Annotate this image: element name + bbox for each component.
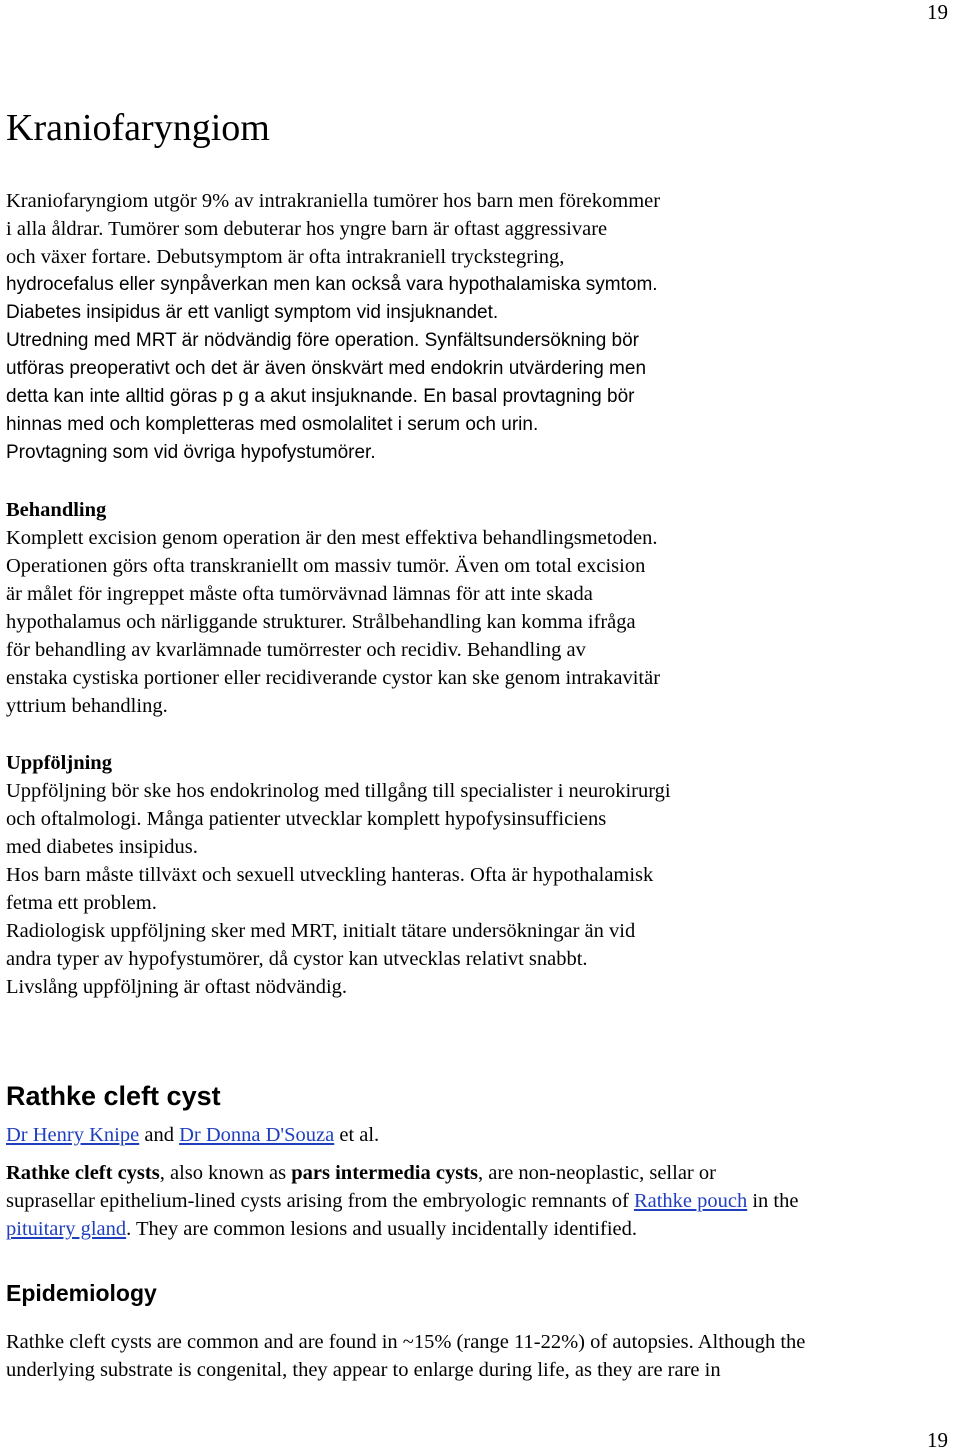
text-line: för behandling av kvarlämnade tumörrester och recidiv. Behandling av xyxy=(6,639,586,661)
text-line: fetma ett problem. xyxy=(6,892,157,914)
text-line: detta kan inte alltid göras p g a akut insjuknande. En basal provtagning bör xyxy=(6,386,635,407)
term-pars-intermedia-cysts: pars intermedia cysts xyxy=(291,1162,479,1184)
text-span: . They are common lesions and usually incidentally identified. xyxy=(126,1218,637,1240)
text-line: hypothalamus och närliggande strukturer. Strålbehandling kan komma ifråga xyxy=(6,611,636,633)
intro-paragraph-continued xyxy=(6,271,658,467)
text-line: Livslång uppföljning är oftast nödvändig. xyxy=(6,976,348,998)
text-line: Radiologisk uppföljning sker med MRT, initialt tätare undersökningar än vid xyxy=(6,920,636,942)
author-line xyxy=(6,1121,379,1149)
rathke-paragraph xyxy=(6,1159,798,1243)
intro-paragraph xyxy=(6,187,660,271)
text-line: är målet för ingreppet måste ofta tumörvävnad lämnas för att inte skada xyxy=(6,583,593,605)
text-line: Rathke cleft cysts are common and are found in ~15% (range 11-22%) of autopsies. Although the xyxy=(6,1331,806,1353)
text-line: utföras preoperativt och det är även önskvärt med endokrin utvärdering men xyxy=(6,358,647,379)
text-line: Utredning med MRT är nödvändig före operation. Synfältsundersökning bör xyxy=(6,330,640,351)
text-line: Hos barn måste tillväxt och sexuell utveckling hanteras. Ofta är hypothalamisk xyxy=(6,864,654,886)
epidemiology-paragraph xyxy=(6,1328,805,1384)
page-title: Kraniofaryngiom xyxy=(6,107,270,149)
epidemiology-heading: Epidemiology xyxy=(6,1280,157,1306)
author-etal: et al. xyxy=(334,1124,380,1146)
behandling-heading: Behandling xyxy=(6,499,107,521)
text-line: med diabetes insipidus. xyxy=(6,836,198,858)
text-line: Uppföljning bör ske hos endokrinolog med tillgång till specialister i neurokirurgi xyxy=(6,780,671,802)
text-line: i alla åldrar. Tumörer som debuterar hos yngre barn är oftast aggressivare xyxy=(6,218,608,240)
text-line: andra typer av hypofystumörer, då cystor kan utvecklas relativt snabbt. xyxy=(6,948,588,970)
text-line: och växer fortare. Debutsymptom är ofta intrakraniell tryckstegring, xyxy=(6,246,565,268)
text-line: enstaka cystiska portioner eller recidiverande cystor kan ske genom intrakavitär xyxy=(6,667,661,689)
text-span: , are non-neoplastic, sellar or xyxy=(478,1162,716,1184)
author-link-henry-knipe[interactable]: Dr Henry Knipe xyxy=(6,1124,140,1146)
term-rathke-cleft-cysts: Rathke cleft cysts xyxy=(6,1162,160,1184)
rathke-pouch-link[interactable]: Rathke pouch xyxy=(633,1190,748,1212)
text-line: hydrocefalus eller synpåverkan men kan också vara hypothalamiska symtom. xyxy=(6,274,658,295)
text-line: Operationen görs ofta transkraniellt om massiv tumör. Även om total excision xyxy=(6,555,646,577)
text-line: underlying substrate is congenital, they appear to enlarge during life, as they are rare in xyxy=(6,1359,721,1381)
pituitary-gland-link[interactable]: pituitary gland xyxy=(6,1218,127,1240)
text-span: in the xyxy=(747,1190,799,1212)
uppfoljning-paragraph xyxy=(6,777,671,1001)
text-line: Komplett excision genom operation är den mest effektiva behandlingsmetoden. xyxy=(6,527,658,549)
text-line: och oftalmologi. Många patienter utvecklar komplett hypofysinsufficiens xyxy=(6,808,607,830)
page-number-bottom: 19 xyxy=(927,1428,948,1452)
uppfoljning-heading: Uppföljning xyxy=(6,752,112,774)
text-line xyxy=(6,1159,798,1187)
text-line: Kraniofaryngiom utgör 9% av intrakraniella tumörer hos barn men förekommer xyxy=(6,190,661,212)
text-line: hinnas med och kompletteras med osmolalitet i serum och urin. xyxy=(6,414,539,435)
text-line xyxy=(6,1187,798,1215)
author-link-donna-dsouza[interactable]: Dr Donna D'Souza xyxy=(179,1124,335,1146)
text-line: Diabetes insipidus är ett vanligt symptom vid insjuknandet. xyxy=(6,302,499,323)
text-span: suprasellar epithelium-lined cysts arising from the embryologic remnants of xyxy=(6,1190,634,1212)
text-span: , also known as xyxy=(159,1162,292,1184)
text-line: Provtagning som vid övriga hypofystumörer. xyxy=(6,442,376,463)
author-separator: and xyxy=(139,1124,180,1146)
behandling-paragraph xyxy=(6,524,660,720)
text-line: yttrium behandling. xyxy=(6,695,168,717)
page-number-top: 19 xyxy=(927,0,948,24)
text-line xyxy=(6,1215,798,1243)
rathke-heading: Rathke cleft cyst xyxy=(6,1081,221,1111)
